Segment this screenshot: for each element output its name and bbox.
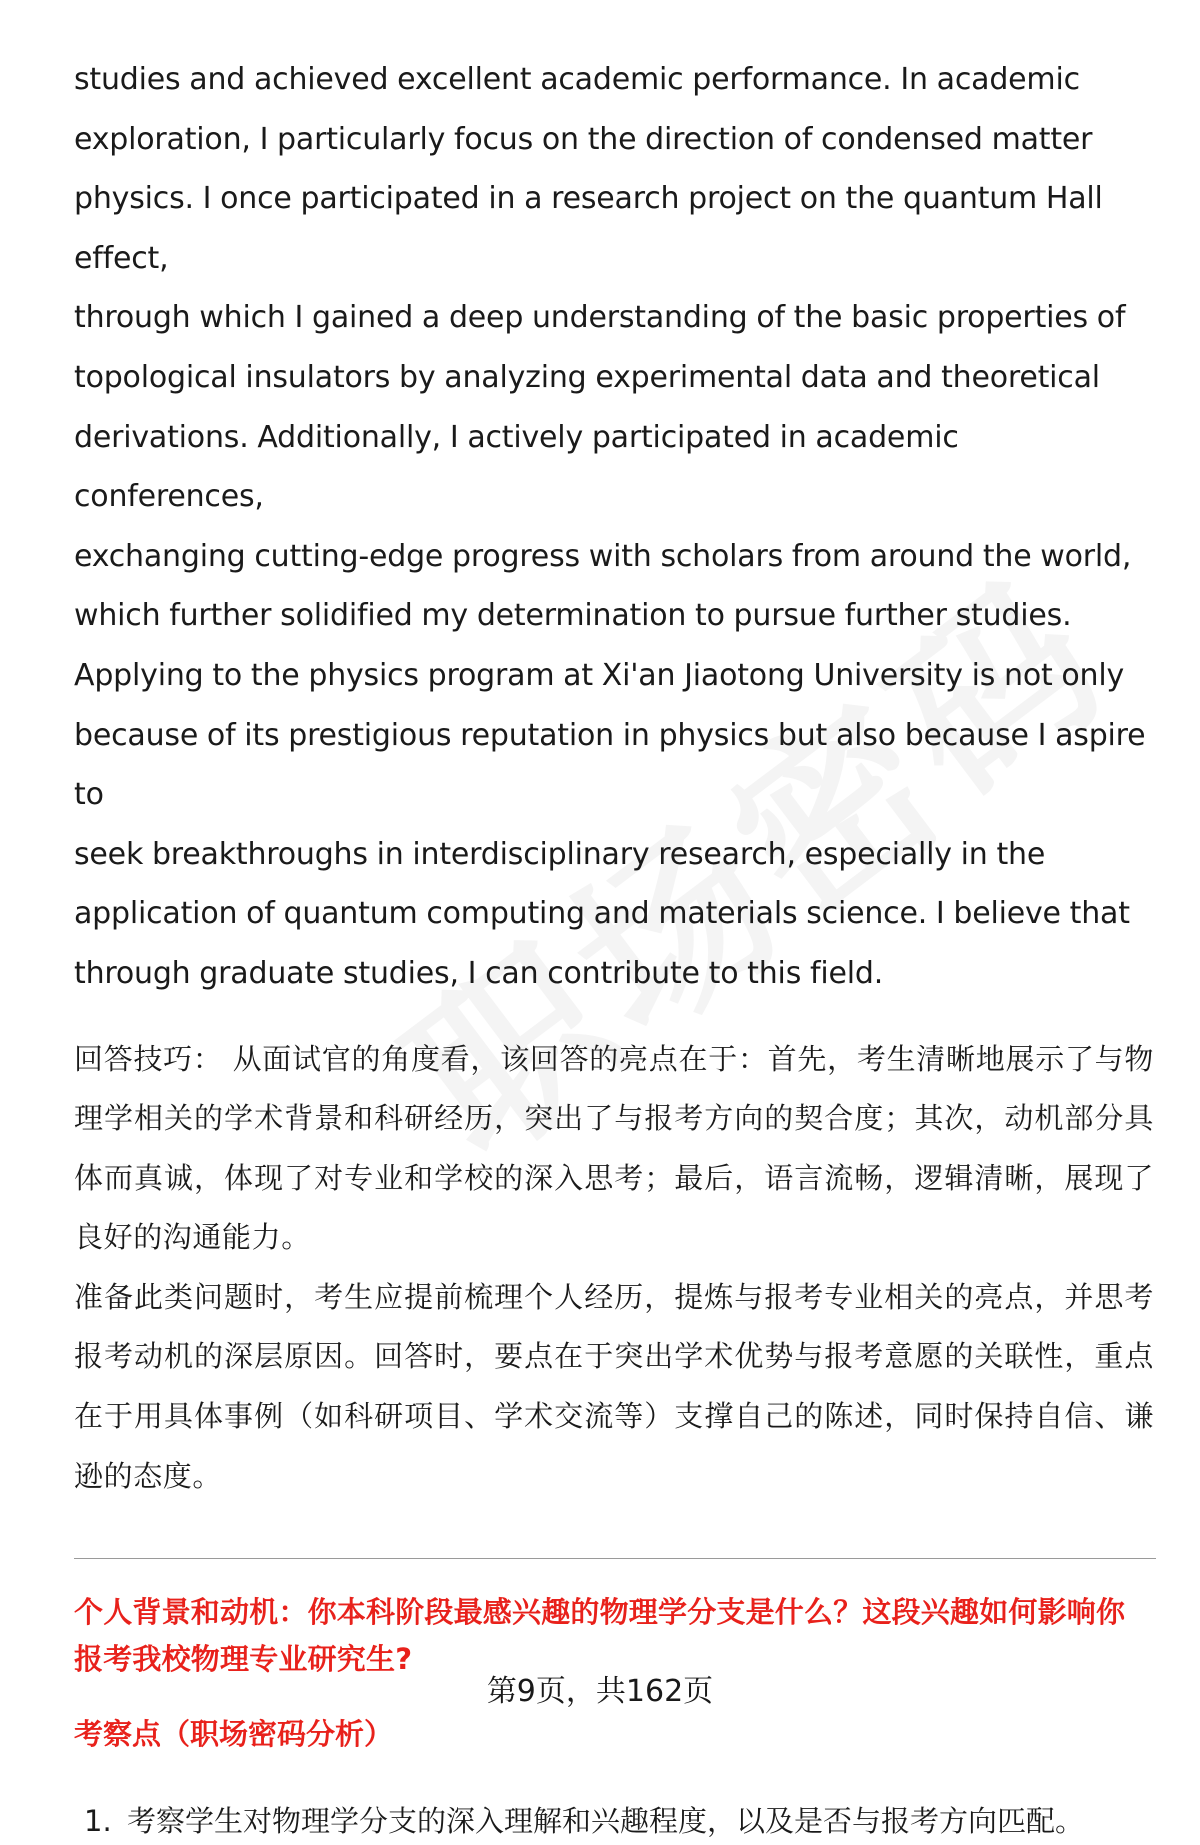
point-list	[74, 1798, 1154, 1845]
answer-line: because of its prestigious reputation in physics but also because I aspire to	[74, 717, 1146, 813]
section-divider	[74, 1558, 1156, 1559]
answer-line: physics. I once participated in a research project on the quantum Hall effect,	[74, 181, 1103, 276]
list-item-text: 考察学生对物理学分支的深入理解和兴趣程度，以及是否与报考方向匹配。	[127, 1804, 1085, 1839]
answer-line: seek breakthroughs in interdisciplinary research, especially in the	[74, 836, 1046, 872]
answer-tips	[74, 1030, 1154, 1507]
preparation-paragraph: 准备此类问题时，考生应提前梳理个人经历，提炼与报考专业相关的亮点，并思考报考动机的深层原因。回答时，要点在于突出学术优势与报考意愿的关联性，重点在于用具体事例（如科研项目、学术交流等）支撑自己的陈述，同时保持自信、谦逊的态度。	[74, 1279, 1154, 1493]
answer-line: through which I gained a deep understanding of the basic properties of	[74, 300, 1126, 336]
answer-line: exploration, I particularly focus on the direction of condensed matter	[74, 121, 1093, 157]
question-title: 个人背景和动机：你本科阶段最感兴趣的物理学分支是什么？这段兴趣如何影响你报考我校物理专业研究生?	[74, 1595, 1126, 1677]
page-number: 第9页，共162页	[486, 1674, 714, 1709]
answer-line: topological insulators by analyzing experimental data and theoretical	[74, 359, 1100, 395]
answer-line: which further solidified my determination to pursue further studies.	[74, 598, 1072, 634]
list-item-number: 1.	[84, 1804, 112, 1839]
answer-line: studies and achieved excellent academic performance. In academic	[74, 62, 1080, 97]
list-item	[74, 1798, 1154, 1845]
tips-paragraph: 回答技巧： 从面试官的角度看，该回答的亮点在于：首先，考生清晰地展示了与物理学相关的学术背景和科研经历，突出了与报考方向的契合度；其次，动机部分具体而真诚，体现了对专业和学校的深入思考；最后，语言流畅，逻辑清晰，展现了良好的沟通能力。	[74, 1041, 1154, 1255]
answer-line: derivations. Additionally, I actively participated in academic conferences,	[74, 419, 959, 515]
answer-paragraph	[74, 50, 1154, 1004]
answer-line: Applying to the physics program at Xi'an Jiaotong University is not only	[74, 657, 1125, 693]
answer-line: exchanging cutting-edge progress with scholars from around the world,	[74, 538, 1132, 574]
answer-line: application of quantum computing and materials science. I believe that	[74, 896, 1130, 932]
answer-line: through graduate studies, I can contribute to this field.	[74, 955, 884, 991]
section-heading: 考察点（职场密码分析）	[74, 1717, 394, 1752]
document-page	[74, 50, 1154, 1845]
